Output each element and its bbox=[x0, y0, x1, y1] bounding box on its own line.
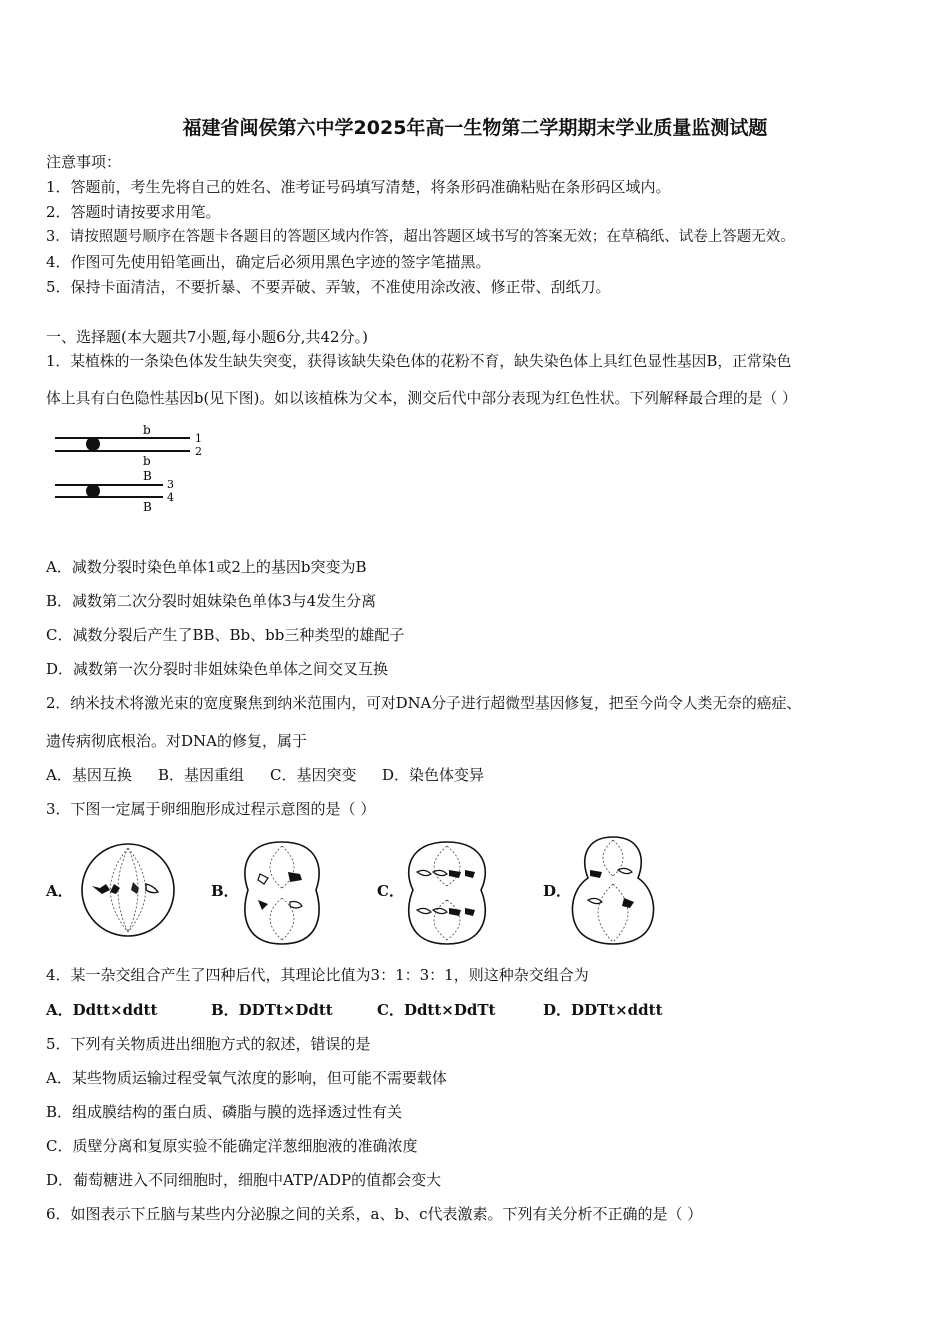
gene-label: B bbox=[143, 469, 152, 483]
q4-stem: 4．某一杂交组合产生了四种后代，其理论比值为3：1：3：1，则这种杂交组合为 bbox=[46, 966, 589, 984]
q6-stem: 6．如图表示下丘脑与某些内分泌腺之间的关系，a、b、c代表激素。下列有关分析不正确的是（ ） bbox=[46, 1205, 703, 1223]
q5-option-d: D．葡萄糖进入不同细胞时，细胞中ATP/ADP的值都会变大 bbox=[46, 1171, 442, 1189]
q1-option-d: D．减数第一次分裂时非姐妹染色单体之间交叉互换 bbox=[46, 660, 389, 678]
centromere-top bbox=[86, 437, 100, 451]
cell-diagram-c bbox=[403, 838, 491, 948]
q1-stem-line2: 体上具有白色隐性基因b(见下图)。如以该植株为父本，测交后代中部分表现为红色性状。下列解释最合理的是（ ） bbox=[46, 390, 797, 407]
cell-diagram-a bbox=[78, 840, 178, 940]
cell-a-svg bbox=[78, 840, 178, 940]
q2-option-a: A．基因互换 bbox=[46, 766, 132, 784]
chromatid-number: 1 bbox=[195, 432, 202, 445]
gene-label: b bbox=[143, 423, 151, 437]
q3-label-a: A． bbox=[46, 882, 73, 900]
chromatid-number: 4 bbox=[167, 491, 174, 504]
q4-option-a: A．Ddtt×ddtt bbox=[46, 1001, 158, 1019]
page-title: 福建省闽侯第六中学2025年高一生物第二学期期末学业质量监测试题 bbox=[182, 117, 768, 139]
cell-c-svg bbox=[403, 838, 491, 948]
cell-b-svg bbox=[238, 838, 326, 948]
notice-item: 1．答题前，考生先将自己的姓名、准考证号码填写清楚，将条形码准确粘贴在条形码区域内。 bbox=[46, 178, 671, 196]
q3-label-d: D． bbox=[543, 882, 572, 900]
q1-option-c: C．减数分裂后产生了BB、Bb、bb三种类型的雄配子 bbox=[46, 626, 405, 644]
q2-option-d: D．染色体变异 bbox=[382, 766, 485, 784]
chromosome-diagram bbox=[50, 420, 220, 520]
q3-label-b: B． bbox=[211, 882, 239, 900]
chromatid-number: 3 bbox=[167, 478, 174, 491]
q5-option-a: A．某些物质运输过程受氧气浓度的影响，但可能不需要载体 bbox=[46, 1069, 447, 1087]
q1-stem-line1: 1．某植株的一条染色体发生缺失突变，获得该缺失染色体的花粉不育，缺失染色体上具红色显性基因B，正常染色 bbox=[46, 353, 792, 370]
chromatid-number: 2 bbox=[195, 445, 202, 458]
section-heading: 一、选择题(本大题共7小题,每小题6分,共42分。) bbox=[46, 328, 368, 346]
q4-option-d: D．DDTt×ddtt bbox=[543, 1001, 663, 1019]
q5-option-c: C．质壁分离和复原实验不能确定洋葱细胞液的准确浓度 bbox=[46, 1137, 418, 1155]
cell-d-svg bbox=[568, 834, 658, 948]
centromere-bottom bbox=[86, 484, 100, 498]
notice-item: 2．答题时请按要求用笔。 bbox=[46, 203, 221, 221]
chromosome-diagram-svg bbox=[50, 420, 220, 520]
q3-stem: 3．下图一定属于卵细胞形成过程示意图的是（ ） bbox=[46, 800, 376, 818]
q3-label-c: C． bbox=[377, 882, 404, 900]
cell-diagram-d bbox=[568, 834, 658, 948]
q1-option-b: B．减数第二次分裂时姐妹染色单体3与4发生分离 bbox=[46, 592, 377, 610]
q4-option-c: C．Ddtt×DdTt bbox=[377, 1001, 496, 1019]
q2-stem-line2: 遗传病彻底根治。对DNA的修复，属于 bbox=[46, 732, 307, 750]
notice-heading: 注意事项： bbox=[46, 153, 122, 171]
notice-item: 3．请按照题号顺序在答题卡各题目的答题区域内作答，超出答题区域书写的答案无效；在草稿纸、试卷上答题无效。 bbox=[46, 229, 795, 245]
gene-label: B bbox=[143, 500, 152, 514]
notice-item: 5．保持卡面清洁，不要折暴、不要弄破、弄皱，不准使用涂改液、修正带、刮纸刀。 bbox=[46, 278, 611, 296]
q2-stem-line1: 2．纳米技术将激光束的宽度聚焦到纳米范围内，可对DNA分子进行超微型基因修复，把至今尚令人类无奈的癌症、 bbox=[46, 695, 802, 712]
q4-option-b: B．DDTt×Ddtt bbox=[211, 1001, 333, 1019]
q5-stem: 5．下列有关物质进出细胞方式的叙述，错误的是 bbox=[46, 1035, 371, 1053]
q5-option-b: B．组成膜结构的蛋白质、磷脂与膜的选择透过性有关 bbox=[46, 1103, 403, 1121]
q2-option-b: B．基因重组 bbox=[158, 766, 245, 784]
q2-option-c: C．基因突变 bbox=[270, 766, 357, 784]
gene-label: b bbox=[143, 454, 151, 468]
notice-item: 4．作图可先使用铅笔画出，确定后必须用黑色字迹的签字笔描黑。 bbox=[46, 253, 491, 271]
cell-diagram-b bbox=[238, 838, 326, 948]
q1-option-a: A．减数分裂时染色单体1或2上的基因b突变为B bbox=[46, 558, 367, 576]
